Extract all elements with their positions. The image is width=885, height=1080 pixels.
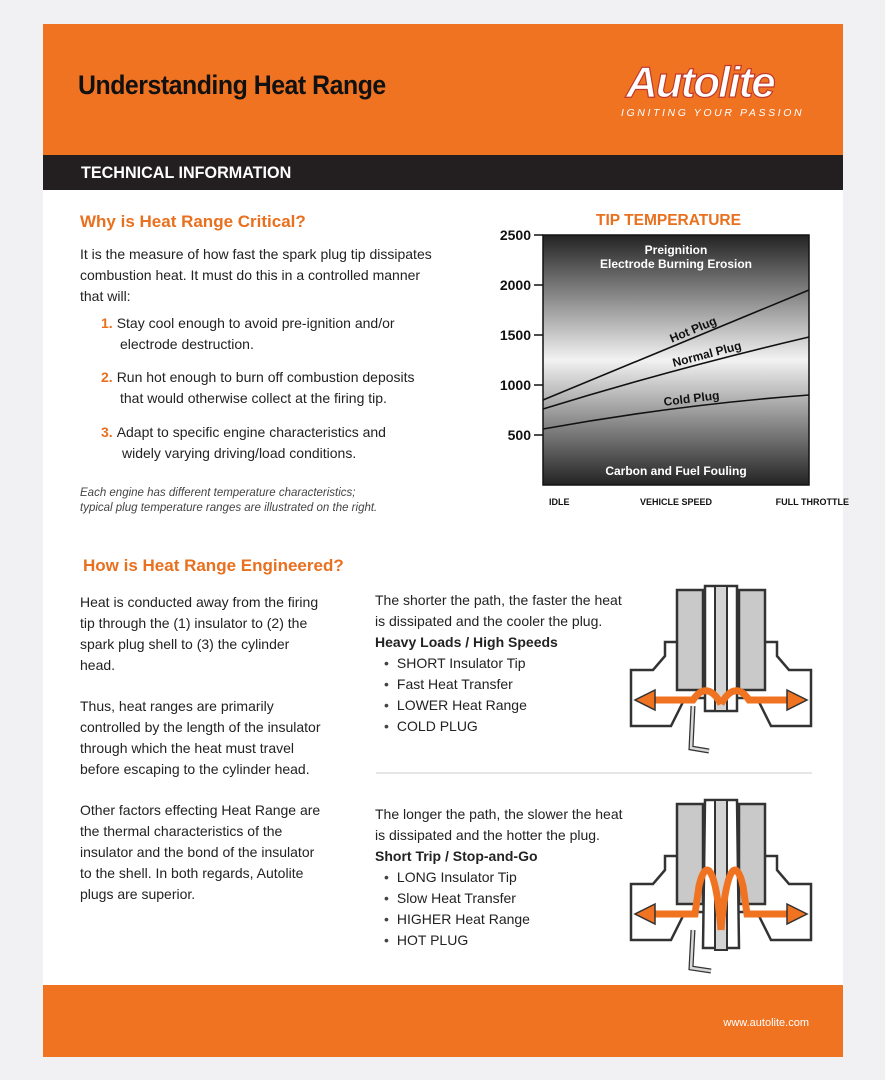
x-tick-label: VEHICLE SPEED [639,497,713,507]
cold-plug-bullets [375,653,622,737]
text-line: Stay cool enough to avoid pre-ignition and/or [116,315,395,331]
list-item: • Slow Heat Transfer [375,888,623,909]
engineered-paragraph-1 [80,592,318,676]
text-line: The shorter the path, the faster the heat [375,592,622,608]
technical-info-bar [43,155,843,190]
text-line: controlled by the length of the insulator [80,719,321,735]
text-line: is dissipated and the cooler the plug. [375,613,603,629]
text-line: tip through the (1) insulator to (2) the [80,615,308,631]
y-tick-label: 500 [507,427,531,443]
text-line: The longer the path, the slower the heat [375,806,623,822]
hot-plug-bullets [375,867,623,951]
engineered-paragraph-2 [80,696,321,780]
text-line: through which the heat must travel [80,740,295,756]
text-line: Heat is conducted away from the firing [80,594,319,610]
zone-label-preignition: Preignition [644,243,708,257]
list-item: • HIGHER Heat Range [375,909,623,930]
critical-item-3 [101,422,386,464]
item-number: 1. [101,315,113,331]
series-label: Normal Plug [670,338,743,370]
text-line: that would otherwise collect at the firing tip. [120,390,387,406]
series-label: Hot Plug [667,313,719,346]
zone-label-fouling: Carbon and Fuel Fouling [605,464,747,478]
autolite-logo [618,58,808,128]
zone-label-electrode-erosion: Electrode Burning Erosion [599,257,753,271]
text-line: is dissipated and the hotter the plug. [375,827,600,843]
text-line: electrode destruction. [120,336,254,352]
hot-plug-subhead: Short Trip / Stop-and-Go [375,848,538,864]
critical-item-1 [101,313,395,355]
text-line: Other factors effecting Heat Range are [80,802,321,818]
x-tick-label: IDLE [549,497,570,507]
text-line: Thus, heat ranges are primarily [80,698,274,714]
critical-heading: Why is Heat Range Critical? [80,212,306,231]
cold-plug-text [375,590,622,737]
item-number: 3. [101,424,113,440]
text-line: combustion heat. It must do this in a controlled manner [80,267,421,283]
engineered-paragraph-3 [80,800,320,905]
y-tick-label: 2500 [499,227,531,243]
list-item: • COLD PLUG [375,716,622,737]
cold-plug-diagram [631,586,811,761]
critical-intro [80,244,432,307]
text-line: the thermal characteristics of the [80,823,283,839]
list-item: • Fast Heat Transfer [375,674,622,695]
text-line: before escaping to the cylinder head. [80,761,310,777]
text-line: widely varying driving/load conditions. [122,445,357,461]
critical-item-2 [101,367,415,409]
section-divider [376,772,812,774]
text-line: spark plug shell to (3) the cylinder [80,636,290,652]
footer-band [43,985,843,1057]
text-line: Each engine has different temperature characteristics; [80,487,356,499]
x-tick-label: FULL THROTTLE [775,497,849,507]
y-tick-label: 1500 [499,327,531,343]
text-line: that will: [80,288,131,304]
text-line: Run hot enough to burn off combustion deposits [116,369,415,385]
tip-temperature-chart [483,227,849,514]
technical-info-label: TECHNICAL INFORMATION [81,163,292,182]
logo-tagline: IGNITING YOUR PASSION [621,107,805,119]
page [43,24,849,1057]
hot-plug-diagram [631,800,811,975]
text-line: It is the measure of how fast the spark plug tip dissipates [80,246,432,262]
text-line: insulator and the bond of the insulator [80,844,315,860]
list-item: • LOWER Heat Range [375,695,622,716]
list-item: • HOT PLUG [375,930,623,951]
text-line: plugs are superior. [80,886,196,902]
y-tick-label: 1000 [499,377,531,393]
critical-note [80,486,377,516]
logo-wordmark: Autolite [626,58,774,107]
footer-url[interactable]: www.autolite.com [723,1017,809,1029]
page-title: Understanding Heat Range [78,70,386,100]
chart-title: TIP TEMPERATURE [596,212,741,229]
text-line: head. [80,657,116,673]
list-item: • LONG Insulator Tip [375,867,623,888]
text-line: typical plug temperature ranges are illustrated on the right. [80,502,378,514]
engineered-heading: How is Heat Range Engineered? [83,556,344,575]
text-line: to the shell. In both regards, Autolite [80,865,304,881]
list-item: • SHORT Insulator Tip [375,653,622,674]
hot-plug-text [375,804,623,951]
y-tick-label: 2000 [499,277,531,293]
text-line: Adapt to specific engine characteristics and [116,424,386,440]
header-band [43,24,843,155]
series-label: Cold Plug [662,388,721,409]
item-number: 2. [101,369,113,385]
cold-plug-subhead: Heavy Loads / High Speeds [375,634,558,650]
